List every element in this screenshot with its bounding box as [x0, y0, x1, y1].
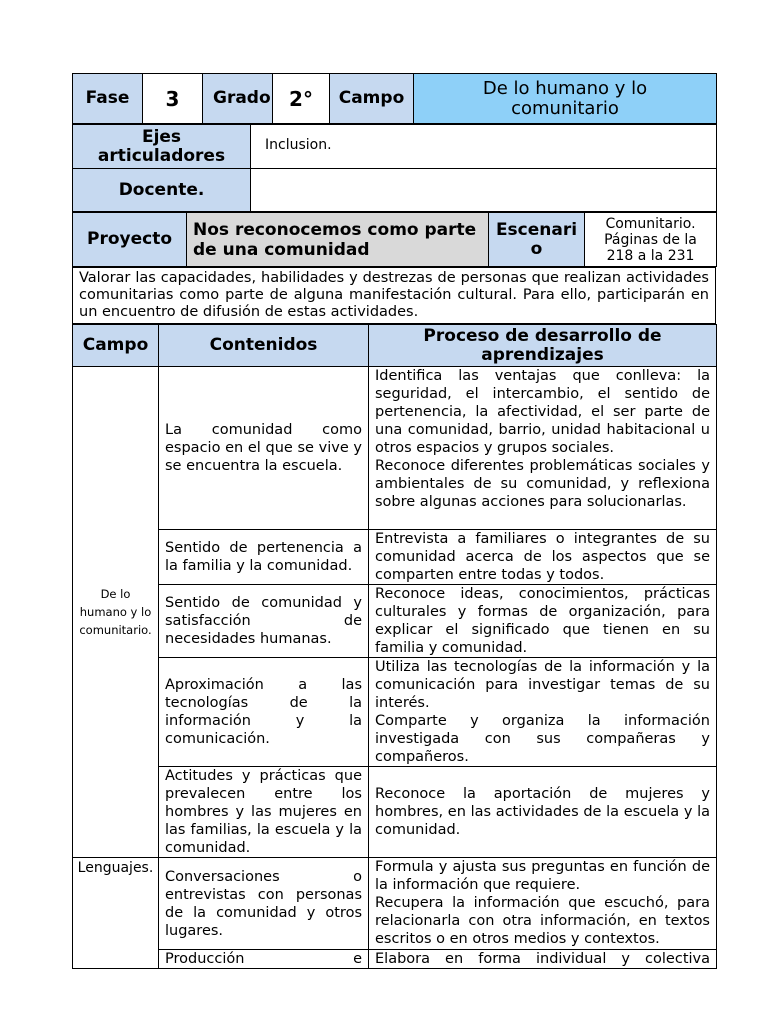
proyecto-value: Nos reconocemos como parte de una comunidad [187, 213, 489, 267]
table-row [73, 530, 717, 585]
proceso-cell [369, 767, 717, 858]
header-table [72, 73, 717, 124]
proceso-cell [369, 950, 717, 969]
campo-cell: De lo humano y lo comunitario. [73, 367, 159, 858]
proceso-text: Elabora en forma individual y colectiva [375, 951, 710, 967]
contenido-cell [159, 950, 369, 969]
table-row [73, 367, 717, 530]
proceso-text: Reconoce la aportación de mujeres y hombres, en las actividades de la escuela y la comunidad. [375, 786, 710, 838]
proyecto-table [72, 212, 717, 267]
proceso-cell [369, 585, 717, 658]
proceso-cell [369, 858, 717, 950]
proceso-text: Reconoce diferentes problemáticas sociales y ambientales de su comunidad, y reflexiona sobre algunas acciones para solucionarlas. [375, 458, 710, 510]
table-row [73, 658, 717, 767]
escenario-label: Escenario [489, 213, 585, 267]
table-row [73, 585, 717, 658]
docente-label: Docente. [73, 169, 251, 212]
proceso-text: Entrevista a familiares o integrantes de su comunidad acerca de los aspectos que se comparten entre todas y todos. [375, 531, 710, 583]
lesson-plan-page [72, 73, 716, 969]
contenido-cell: Actitudes y prácticas que prevalecen entre los hombres y las mujeres en las familias, la escuela y la comunidad. [159, 767, 369, 858]
proceso-cell [369, 530, 717, 585]
campo-cell: Lenguajes. [73, 858, 159, 969]
proyecto-label: Proyecto [73, 213, 187, 267]
descripcion-table [72, 267, 716, 324]
contenido-cell: La comunidad como espacio en el que se vive y se encuentra la escuela. [159, 367, 369, 530]
proceso-cell [369, 658, 717, 767]
col-header-proceso: Proceso de desarrollo de aprendizajes [369, 325, 717, 367]
ejes-docente-table [72, 124, 717, 212]
contenido-cell: Sentido de pertenencia a la familia y la comunidad. [159, 530, 369, 585]
contenido-cell: Conversaciones o entrevistas con personas de la comunidad y otros lugares. [159, 858, 369, 950]
fase-value: 3 [143, 74, 203, 124]
campo-value: De lo humano y lo comunitario [414, 74, 717, 124]
col-header-campo: Campo [73, 325, 159, 367]
grado-label: Grado [203, 74, 273, 124]
proceso-text: Recupera la información que escuchó, para relacionarla con otra información, en textos escritos o en otros medios y contextos. [375, 895, 710, 947]
docente-value [251, 169, 717, 212]
escenario-value: Comunitario. Páginas de la 218 a la 231 [585, 213, 717, 267]
proceso-cell [369, 367, 717, 530]
ejes-value: Inclusion. [251, 125, 717, 169]
content-table [72, 324, 717, 969]
contenido-text: Producción e [165, 951, 362, 967]
col-header-contenidos: Contenidos [159, 325, 369, 367]
proceso-text: Utiliza las tecnologías de la información y la comunicación para investigar temas de su interés. [375, 659, 710, 711]
table-row [73, 950, 717, 969]
descripcion-text: Valorar las capacidades, habilidades y destrezas de personas que realizan actividades comunitarias como parte de alguna manifestación cultural. Para ello, participarán en un encuentro de difusión de estas actividades. [73, 268, 716, 324]
table-row [73, 858, 717, 950]
table-row [73, 767, 717, 858]
contenido-cell: Aproximación a las tecnologías de la información y la comunicación. [159, 658, 369, 767]
grado-value: 2° [273, 74, 330, 124]
proceso-text: Comparte y organiza la información investigada con sus compañeras y compañeros. [375, 713, 710, 765]
proceso-text: Formula y ajusta sus preguntas en función de la información que requiere. [375, 859, 710, 893]
fase-label: Fase [73, 74, 143, 124]
proceso-text: Identifica las ventajas que conlleva: la seguridad, el intercambio, el sentido de pertenencia, la afectividad, el ser parte de una comunidad, barrio, unidad habitacional u otros espacios y grupos sociales. [375, 368, 710, 456]
contenido-cell: Sentido de comunidad y satisfacción de necesidades humanas. [159, 585, 369, 658]
ejes-label: Ejes articuladores [73, 125, 251, 169]
proceso-text: Reconoce ideas, conocimientos, prácticas culturales y formas de organización, para explicar el significado que tienen en su familia y comunidad. [375, 586, 710, 656]
campo-label: Campo [330, 74, 414, 124]
